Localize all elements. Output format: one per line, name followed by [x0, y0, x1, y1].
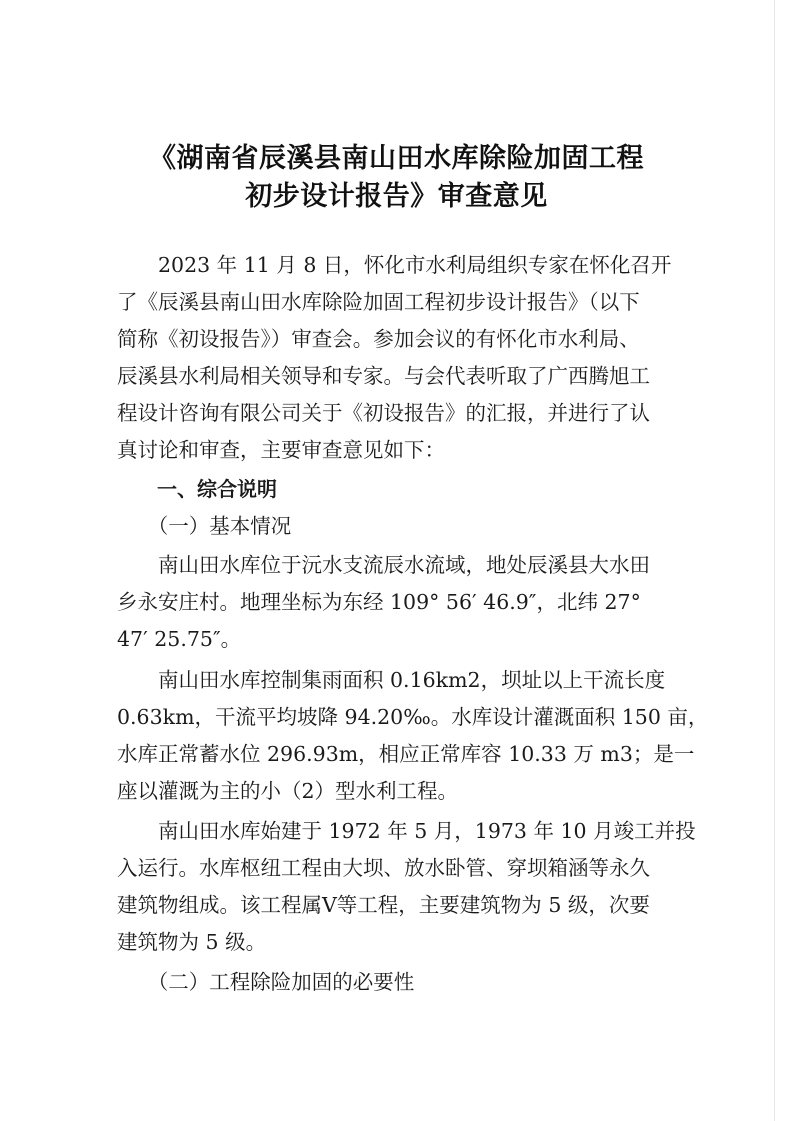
paragraph-line: 建筑物组成。该工程属Ⅴ等工程，主要建筑物为 5 级，次要 [117, 893, 650, 917]
paragraph-line: 乡永安庄村。地理坐标为东经 109° 56′ 46.9″，北纬 27° [117, 590, 641, 614]
paragraph-line: 南山田水库位于沅水支流辰水流域，地处辰溪县大水田 [117, 553, 650, 577]
paragraph-line: 辰溪县水利局相关领导和专家。与会代表听取了广西腾旭工 [117, 364, 650, 388]
paragraph-line: 南山田水库控制集雨面积 0.16km2，坝址以上干流长度 [117, 668, 666, 692]
section-heading-overview: 一、综合说明 [117, 477, 277, 501]
paragraph-line: 程设计咨询有限公司关于《初设报告》的汇报，并进行了认 [117, 401, 650, 425]
paragraph-line: 建筑物为 5 级。 [117, 930, 267, 954]
paragraph-line: 2023 年 11 月 8 日，怀化市水利局组织专家在怀化召开 [117, 253, 672, 277]
paragraph-line: 47′ 25.75″。 [117, 627, 242, 651]
paragraph-line: 南山田水库始建于 1972 年 5 月，1973 年 10 月竣工并投 [117, 819, 696, 843]
subsection-heading-basic-info: （一）基本情况 [117, 514, 292, 538]
paragraph-line: 真讨论和审查，主要审查意见如下： [117, 438, 445, 462]
paragraph-line: 座以灌溉为主的小（2）型水利工程。 [117, 779, 459, 803]
document-title-line-1: 《湖南省辰溪县南山田水库除险加固工程 [149, 143, 644, 174]
subsection-heading-necessity: （二）工程除险加固的必要性 [117, 970, 415, 994]
document-title-line-2: 初步设计报告》审查意见 [245, 181, 548, 212]
paragraph-line: 了《辰溪县南山田水库除险加固工程初步设计报告》（以下 [117, 290, 640, 314]
paragraph-line: 简称《初设报告》）审查会。参加会议的有怀化市水利局、 [117, 327, 640, 351]
paragraph-line: 水库正常蓄水位 296.93m，相应正常库容 10.33 万 m3；是一 [117, 742, 695, 766]
paragraph-line: 0.63km，干流平均坡降 94.20‰。水库设计灌溉面积 150 亩， [117, 705, 709, 729]
paragraph-line: 入运行。水库枢纽工程由大坝、放水卧管、穿坝箱涵等永久 [117, 856, 650, 880]
